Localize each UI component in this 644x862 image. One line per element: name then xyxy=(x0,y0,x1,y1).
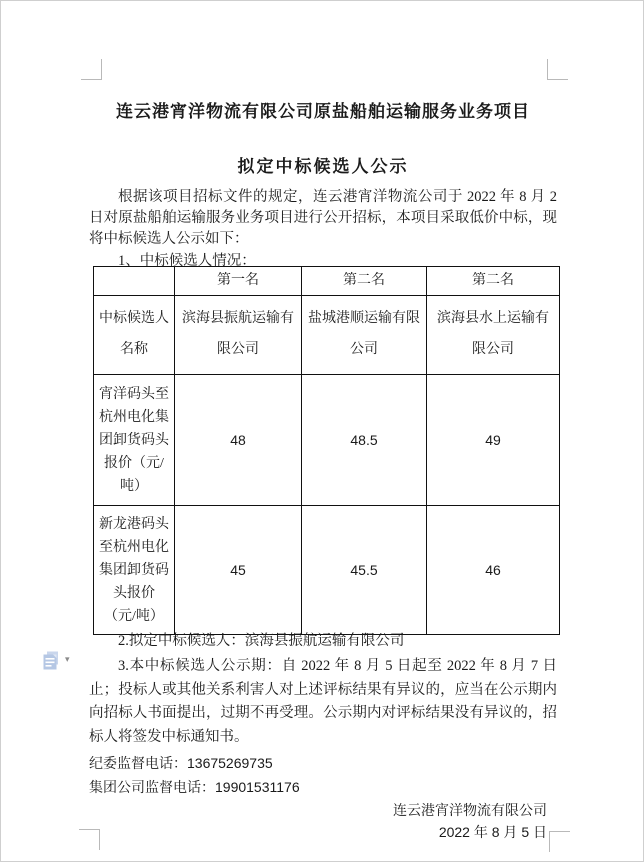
table-row-price-xiaoyang xyxy=(94,375,560,506)
section3-text: 3.本中标候选人公示期：自 2022 年 8 月 5 日起至 2022 年 8 月 7 日止；投标人或其他关系利害人对上述评标结果有异议的，应当在公示期内向招标人书面提出，过期不再受理。公示期内对评标结果没有异议的，招标人将签发中标通知书。 xyxy=(89,658,557,745)
candidate-name-3: 滨海县水上运输有限公司 xyxy=(427,296,560,375)
section1-heading: 1、中标候选人情况： xyxy=(118,253,256,269)
row-label-price-xiaoyang: 宵洋码头至杭州电化集团卸货码头报价（元/吨） xyxy=(94,375,175,506)
table-row-price-xinlonggang xyxy=(94,506,560,635)
table-header-row xyxy=(94,267,560,296)
intro-paragraph: 根据该项目招标文件的规定，连云港宵洋物流公司于 2022 年 8 月 2 日对原盐船舶运输服务业务项目进行公开招标，本项目采取低价中标，现将中标候选人公示如下： xyxy=(89,189,557,247)
chevron-down-icon[interactable]: ▾ xyxy=(65,654,70,664)
table-row-candidate-names xyxy=(94,296,560,375)
margin-crop-mark-top-right xyxy=(547,59,568,80)
price-xiaoyang-2: 48.5 xyxy=(302,375,427,506)
price-xinlonggang-2: 45.5 xyxy=(302,506,427,635)
margin-crop-mark-top-left xyxy=(81,59,102,80)
table-header-cell-first: 第一名 xyxy=(175,267,302,296)
signature-company: 连云港宵洋物流有限公司 xyxy=(393,804,547,819)
price-xinlonggang-3: 46 xyxy=(427,506,560,635)
section2-text: 2.拟定中标候选人：滨海县振航运输有限公司 xyxy=(118,633,405,649)
price-xinlonggang-1: 45 xyxy=(175,506,302,635)
document-body xyxy=(89,187,557,272)
clipboard-paste-icon xyxy=(43,651,60,675)
row-label-candidate-names: 中标候选人名称 xyxy=(94,296,175,375)
document-footer-text xyxy=(89,630,557,843)
paste-options-button[interactable] xyxy=(41,649,75,673)
candidates-table xyxy=(93,266,560,635)
price-xiaoyang-1: 48 xyxy=(175,375,302,506)
price-xiaoyang-3: 49 xyxy=(427,375,560,506)
document-title-line1: 连云港宵洋物流有限公司原盐船舶运输服务业务项目 xyxy=(116,102,530,121)
supervision-phone-line2: 集团公司监督电话：19901531176 xyxy=(89,779,300,795)
table-header-cell-third: 第二名 xyxy=(427,267,560,296)
row-label-price-xinlonggang: 新龙港码头至杭州电化集团卸货码头报价（元/吨） xyxy=(94,506,175,635)
signature-date: 2022 年 8 月 5 日 xyxy=(438,824,547,840)
document-title-line2: 拟定中标候选人公示 xyxy=(237,157,409,176)
table-header-cell-empty xyxy=(94,267,175,296)
candidate-name-2: 盐城港顺运输有限公司 xyxy=(302,296,427,375)
signature-block xyxy=(89,801,557,843)
table-header-cell-second: 第二名 xyxy=(302,267,427,296)
document-header xyxy=(1,97,644,177)
supervision-phone-line1: 纪委监督电话：13675269735 xyxy=(89,755,273,771)
candidate-name-1: 滨海县振航运输有限公司 xyxy=(175,296,302,375)
